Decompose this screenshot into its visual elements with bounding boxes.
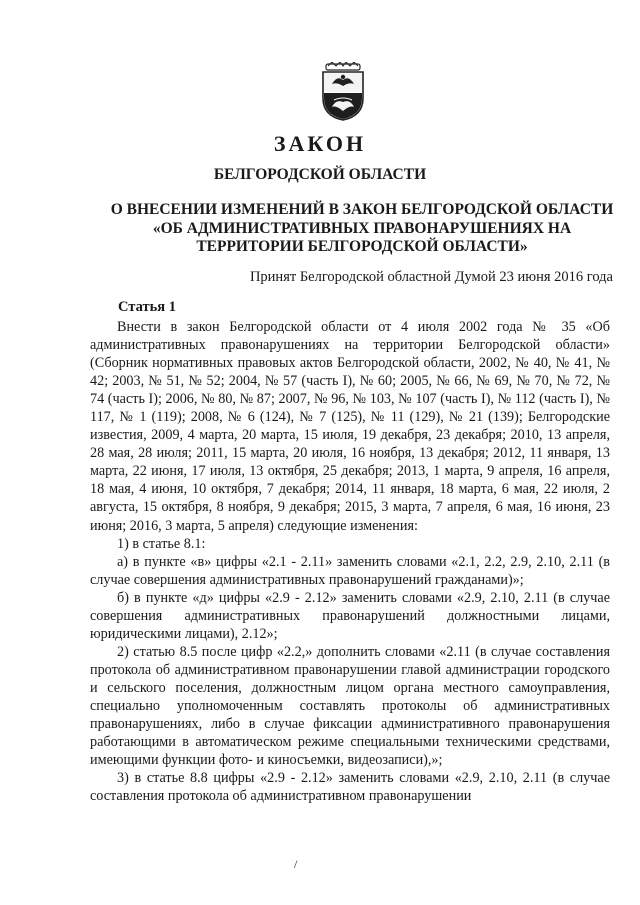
article-paragraph: 2) статью 8.5 после цифр «2.2,» дополнить словами «2.11 (в случае составления протокола об административном правонарушении главой администрации городского и сельского поселения, должностным лицом органа местного самоуправления, специально уполномоченным составлять протоколы об административных правонарушениях, либо в случае фиксации административного правонарушения работающими в автоматическом режиме специальными техническими средствами, имеющими функции фото- и киносъемки, видеозаписи),»; [90, 643, 610, 769]
region-name: БЕЛГОРОДСКОЙ ОБЛАСТИ [213, 166, 427, 183]
article-paragraph: б) в пункте «д» цифры «2.9 - 2.12» заменить словами «2.9, 2.10, 2.11 (в случае совершения административных правонарушений должностными лицами, юридическими лицами), 2.12»; [90, 589, 610, 642]
law-subject-line: О ВНЕСЕНИИ ИЗМЕНЕНИЙ В ЗАКОН БЕЛГОРОДСКОЙ ОБЛАСТИ [110, 201, 614, 218]
belgorod-coat-of-arms-icon [318, 62, 368, 122]
law-subject-line: ТЕРРИТОРИИ БЕЛГОРОДСКОЙ ОБЛАСТИ» [196, 238, 528, 255]
law-subject [0, 201, 640, 257]
article-heading: Статья 1 [118, 299, 176, 315]
article-paragraph: а) в пункте «в» цифры «2.1 - 2.11» заменить словами «2.1, 2.2, 2.9, 2.10, 2.11 (в случае совершения административных правонарушений гражданами)»; [90, 553, 610, 588]
article-paragraph: 1) в статье 8.1: [117, 535, 206, 552]
article-paragraph: 3) в статье 8.8 цифры «2.9 - 2.12» заменить словами «2.9, 2.10, 2.11 (в случае составления протокола об административном правонарушении [90, 770, 610, 805]
adoption-note: Принят Белгородской областной Думой 23 июня 2016 года [249, 269, 613, 285]
law-title: ЗАКОН [273, 131, 367, 156]
page-mark: / [294, 857, 298, 871]
article-body [90, 318, 610, 805]
law-subject-line: «ОБ АДМИНИСТРАТИВНЫХ ПРАВОНАРУШЕНИЯХ НА [152, 219, 572, 237]
article-paragraph: Внести в закон Белгородской области от 4 июля 2002 года № 35 «Об административных правонарушениях на территории Белгородской области» (Сборник нормативных правовых актов Белгородской области, 2002, № 40, № 41, № 42; 2003, № 51, № 52; 2004, № 57 (часть I), № 60; 2005, № 66, № 69, № 70, № 72, № 74 (часть I); 2006, № 80, № 87; 2007, № 96, № 103, № 107 (часть I), № 112 (часть I), № 117, № 1 (119); 2008, № 6 (124), № 7 (125), № 11 (129), № 21 (139); Белгородские известия, 2009, 4 марта, 20 марта, 15 июля, 19 декабря, 23 декабря; 2010, 13 апреля, 28 мая, 28 июля; 2011, 15 марта, 20 июля, 16 ноября, 13 декабря; 2012, 11 января, 13 марта, 22 июня, 17 июля, 13 октября, 25 декабря; 2013, 1 марта, 9 апреля, 16 апреля, 18 мая, 4 июня, 10 октября, 7 декабря; 2014, 11 января, 18 марта, 6 мая, 22 июля, 2 августа, 15 октября, 8 ноября, 9 декабря; 2015, 3 марта, 7 апреля, 6 мая, 16 июня, 23 июня; 2016, 3 марта, 5 апреля) следующие изменения: [90, 319, 610, 534]
